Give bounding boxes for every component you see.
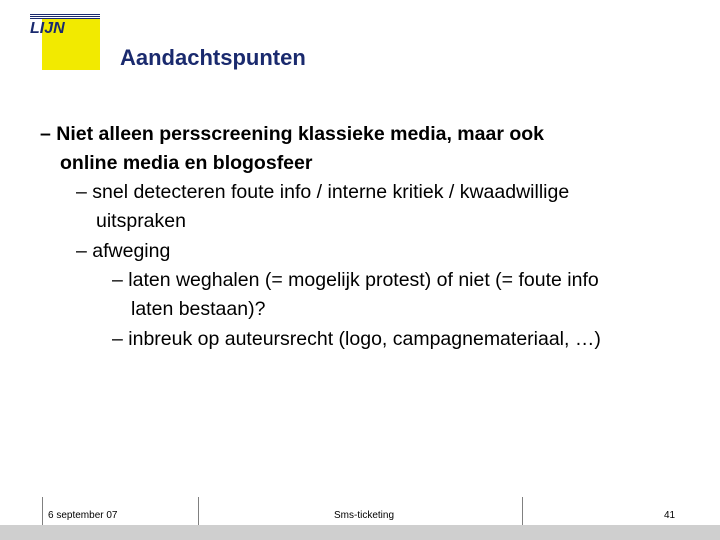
footer-topic: Sms-ticketing	[334, 510, 395, 521]
bullet-level3-line1: – laten weghalen (= mogelijk protest) of niet (= foute info	[112, 269, 599, 291]
bullet-level3-line2: laten bestaan)?	[131, 298, 266, 320]
bullet-level1-line2: online media en blogosfeer	[60, 152, 313, 174]
footer-date: 6 september 07	[48, 510, 118, 521]
footer-divider	[522, 497, 523, 525]
bullet-level2-line2: uitspraken	[96, 210, 186, 232]
logo-text: LIJN	[30, 20, 65, 37]
bullet-level2-line1: – snel detecteren foute info / interne kritiek / kwaadwillige	[76, 181, 570, 203]
bottom-bar	[0, 525, 720, 540]
footer-divider	[198, 497, 199, 525]
logo	[30, 14, 110, 70]
footer-page-number: 41	[664, 510, 676, 521]
bullet-level3-line3: – inbreuk op auteursrecht (logo, campagnemateriaal, …)	[112, 328, 601, 350]
bullet-level1-line1: – Niet alleen persscreening klassieke media, maar ook	[40, 123, 545, 145]
bullet-level2-afweging: – afweging	[76, 240, 171, 262]
footer-divider	[42, 497, 43, 525]
slide-title: Aandachtspunten	[120, 45, 306, 70]
